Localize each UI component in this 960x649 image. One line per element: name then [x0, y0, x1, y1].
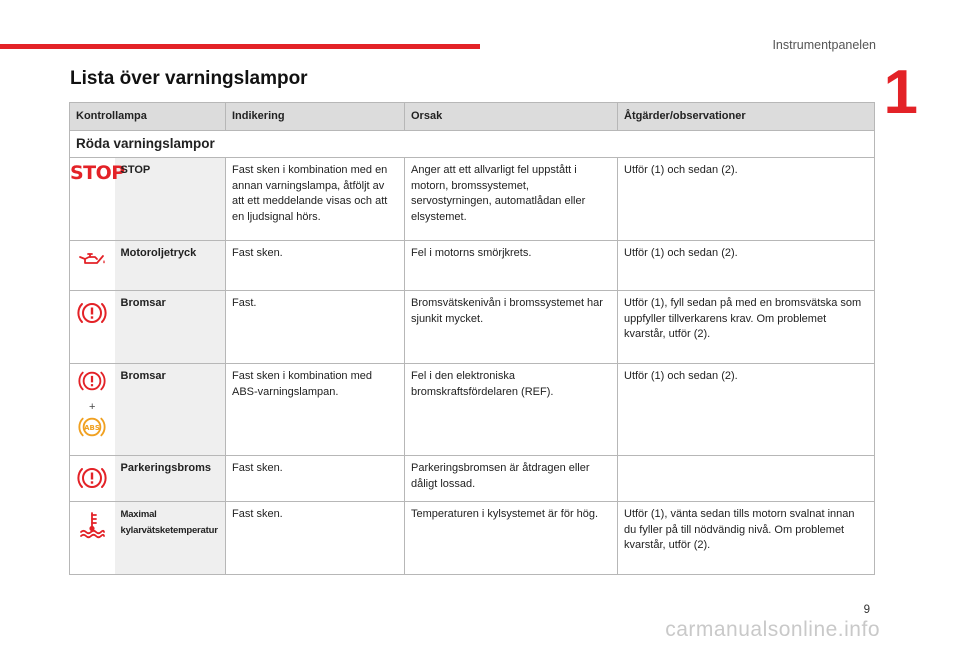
table-row	[70, 364, 875, 456]
lamp-name: Motoroljetryck	[115, 241, 226, 291]
page-title: Lista över varningslampor	[70, 68, 308, 89]
lamp-icon-cell	[70, 502, 115, 575]
lamp-cause: Bromsvätskenivån i bromssystemet har sjunkit mycket.	[405, 291, 618, 364]
warning-lamps-table	[69, 102, 875, 575]
lamp-icon-cell	[70, 158, 125, 241]
lamp-cause: Temperaturen i kylsystemet är för hög.	[405, 502, 618, 575]
lamp-action: Utför (1), vänta sedan tills motorn svalnat innan du fyller på till nödvändig nivå. Om problemet kvarstår, utför (2).	[618, 502, 875, 575]
lamp-action: Utför (1) och sedan (2).	[618, 364, 875, 456]
page-number: 9	[863, 604, 870, 616]
column-header-lamp: Kontrollampa	[70, 103, 226, 131]
lamp-indication: Fast sken.	[226, 456, 405, 502]
stop-text-icon: STOP	[70, 162, 125, 184]
lamp-indication: Fast sken.	[226, 241, 405, 291]
oil-can-icon	[77, 249, 107, 271]
parking-brake-icon	[77, 464, 107, 492]
table-row	[70, 456, 875, 502]
lamp-cause: Fel i den elektroniska bromskraftsfördelaren (REF).	[405, 364, 618, 456]
lamp-action: Utför (1) och sedan (2).	[618, 158, 875, 241]
lamp-icon-cell	[70, 456, 115, 502]
lamp-action: Utför (1), fyll sedan på med en bromsvätska som uppfyller tillverkarens krav. Om problemet kvarstår, utför (2).	[618, 291, 875, 364]
lamp-action	[618, 456, 875, 502]
brake-warning-icon	[77, 299, 107, 327]
lamp-name: Parkeringsbroms	[115, 456, 226, 502]
brake-warning-icon	[77, 368, 107, 394]
lamp-cause: Parkeringsbromsen är åtdragen eller dåligt lossad.	[405, 456, 618, 502]
lamp-action: Utför (1) och sedan (2).	[618, 241, 875, 291]
lamp-indication: Fast sken.	[226, 502, 405, 575]
group-heading-row	[70, 131, 875, 158]
lamp-icon-cell	[70, 364, 115, 456]
column-header-action: Åtgärder/observationer	[618, 103, 875, 131]
coolant-temperature-icon	[77, 510, 107, 540]
table-row	[70, 158, 875, 241]
lamp-name: Maximal kylarvätsketemperatur	[115, 502, 226, 575]
column-header-indication: Indikering	[226, 103, 405, 131]
lamp-indication: Fast sken i kombination med ABS-varningslampan.	[226, 364, 405, 456]
header-accent-bar	[0, 44, 480, 49]
lamp-indication: Fast.	[226, 291, 405, 364]
lamp-cause: Anger att ett allvarligt fel uppstått i motorn, bromssystemet, servostyrningen, automatlådan eller elsystemet.	[405, 158, 618, 241]
plus-sign: +	[89, 400, 96, 413]
column-header-cause: Orsak	[405, 103, 618, 131]
lamp-name: STOP	[115, 158, 226, 241]
lamp-indication: Fast sken i kombination med en annan varningslampa, åtföljt av att ett meddelande visas och att en ljudsignal hörs.	[226, 158, 405, 241]
table-row	[70, 502, 875, 575]
group-heading: Röda varningslampor	[70, 131, 875, 158]
lamp-cause: Fel i motorns smörjkrets.	[405, 241, 618, 291]
abs-label: ABS	[84, 423, 101, 432]
lamp-name: Bromsar	[115, 364, 226, 456]
section-label: Instrumentpanelen	[772, 38, 876, 52]
lamp-icon-cell	[70, 291, 115, 364]
chapter-number: 1	[883, 58, 918, 127]
table-row	[70, 241, 875, 291]
lamp-name: Bromsar	[115, 291, 226, 364]
table-row	[70, 291, 875, 364]
table-header-row	[70, 103, 875, 131]
abs-icon	[77, 414, 107, 440]
watermark: carmanualsonline.info	[665, 618, 880, 641]
lamp-icon-cell	[70, 241, 115, 291]
